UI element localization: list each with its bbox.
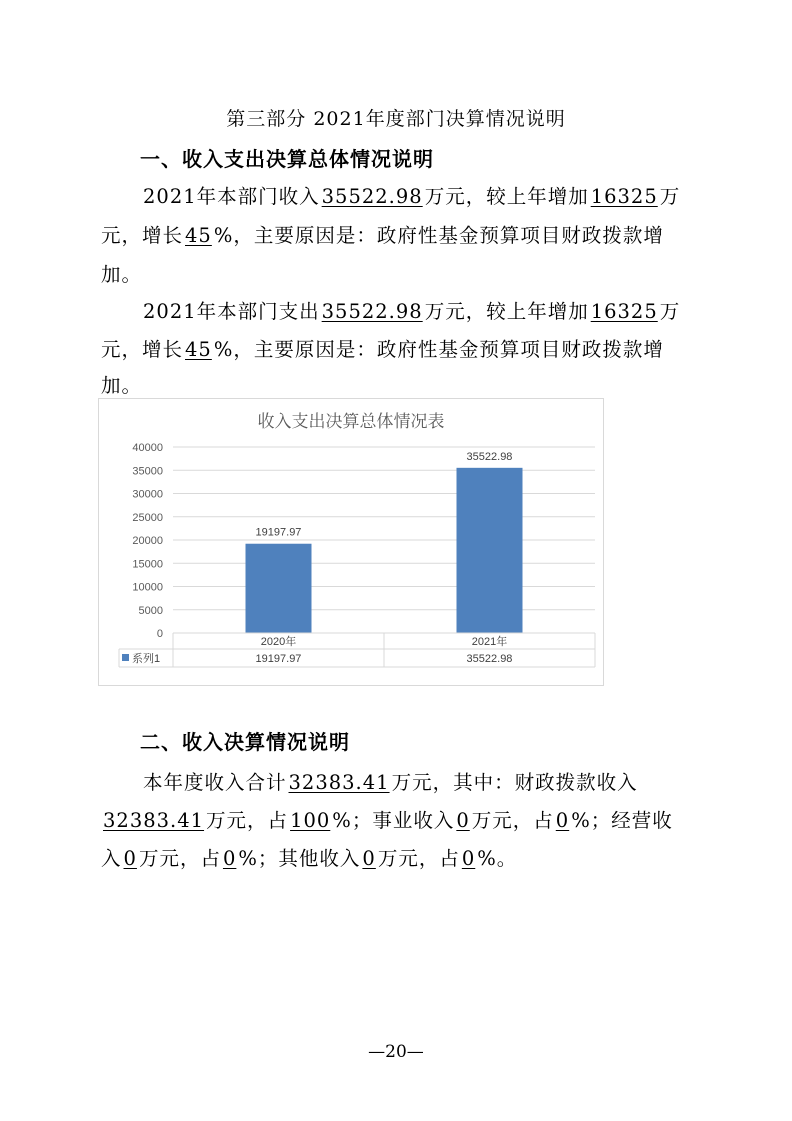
income-value: 35522.98: [321, 185, 423, 208]
y-axis: [132, 442, 163, 640]
page-title: 第三部分 2021年度部门决算情况说明: [226, 108, 566, 130]
text: %。: [477, 847, 518, 870]
text: 元，增长: [101, 338, 184, 361]
operating-share-value: 0: [222, 847, 237, 870]
paragraph-1-line-1: [143, 181, 680, 209]
business-income-value: 0: [456, 809, 470, 832]
y-tick-label: 40000: [132, 442, 163, 454]
paragraph-3-line-3: [101, 843, 517, 871]
text: 万元，占: [138, 847, 221, 870]
paragraph-3-line-2: [101, 805, 673, 833]
fiscal-share-value: 100: [290, 809, 331, 832]
increase-value: 16325: [590, 300, 658, 323]
y-tick-label: 25000: [132, 511, 163, 524]
table-value: 35522.98: [466, 653, 513, 665]
text: %，主要原因是：政府性基金预算项目财政拨款增: [213, 338, 664, 361]
chart-bars: [246, 468, 523, 633]
paragraph-2-line-3: 加。: [101, 374, 143, 397]
y-tick-label: 10000: [132, 581, 163, 594]
other-share-value: 0: [461, 847, 476, 870]
increase-value: 16325: [590, 185, 658, 208]
growth-value: 45: [185, 224, 212, 247]
bar: [246, 544, 312, 633]
y-tick-label: 20000: [132, 535, 163, 547]
text: 本年度收入合计: [143, 771, 287, 794]
text: 元，增长: [101, 224, 184, 247]
data-label: 19197.97: [255, 526, 302, 539]
other-income-value: 0: [362, 847, 376, 870]
table-value: 19197.97: [255, 653, 302, 665]
section-heading-1: 一、收入支出决算总体情况说明: [140, 147, 434, 171]
chart-gridlines: [173, 447, 595, 633]
operating-income-value: 0: [123, 847, 137, 870]
fiscal-income-value: 32383.41: [103, 809, 205, 832]
business-share-value: 0: [555, 809, 570, 832]
y-tick-label: 5000: [138, 604, 163, 617]
text: 2021年本部门支出: [143, 300, 320, 323]
legend-key: [122, 654, 129, 661]
text: %；事业收入: [332, 809, 455, 832]
page-number: —20—: [368, 1042, 424, 1062]
bar-chart: [98, 398, 604, 686]
text: 万: [659, 185, 681, 208]
y-tick-label: 30000: [132, 488, 163, 501]
text: 入: [101, 847, 122, 870]
y-tick-label: 15000: [132, 558, 163, 571]
section-heading-2: 二、收入决算情况说明: [140, 730, 350, 754]
total-income-value: 32383.41: [288, 771, 390, 794]
paragraph-1-line-2: [101, 220, 664, 248]
text: 万元，占: [471, 809, 554, 832]
paragraph-1-line-3: 加。: [101, 263, 143, 286]
y-tick-label: 0: [156, 628, 163, 640]
text: 万元，占: [206, 809, 289, 832]
text: 2021年本部门收入: [143, 185, 320, 208]
data-table: [119, 633, 595, 667]
paragraph-2-line-1: [143, 296, 680, 324]
text: 万: [659, 300, 681, 323]
y-tick-label: 35000: [132, 465, 163, 478]
text: 万元，占: [377, 847, 460, 870]
text: %，主要原因是：政府性基金预算项目财政拨款增: [213, 224, 664, 247]
data-label: 35522.98: [466, 450, 513, 463]
paragraph-3-line-1: [143, 767, 642, 795]
bar: [457, 468, 523, 633]
paragraph-2-line-2: [101, 334, 664, 362]
x-category-label: 2020年: [260, 636, 297, 648]
text: 万元，较上年增加: [424, 300, 589, 323]
series-name: 系列1: [132, 653, 161, 665]
x-category-label: 2021年: [471, 636, 508, 648]
blank: [638, 771, 642, 794]
growth-value: 45: [185, 338, 212, 361]
chart-title: 收入支出决算总体情况表: [257, 412, 445, 431]
chart-canvas: [99, 399, 603, 685]
text: %；经营收: [571, 809, 673, 832]
text: 万元，其中：财政拨款收入: [391, 771, 638, 794]
text: 万元，较上年增加: [424, 185, 589, 208]
expense-value: 35522.98: [321, 300, 423, 323]
text: %；其他收入: [238, 847, 361, 870]
